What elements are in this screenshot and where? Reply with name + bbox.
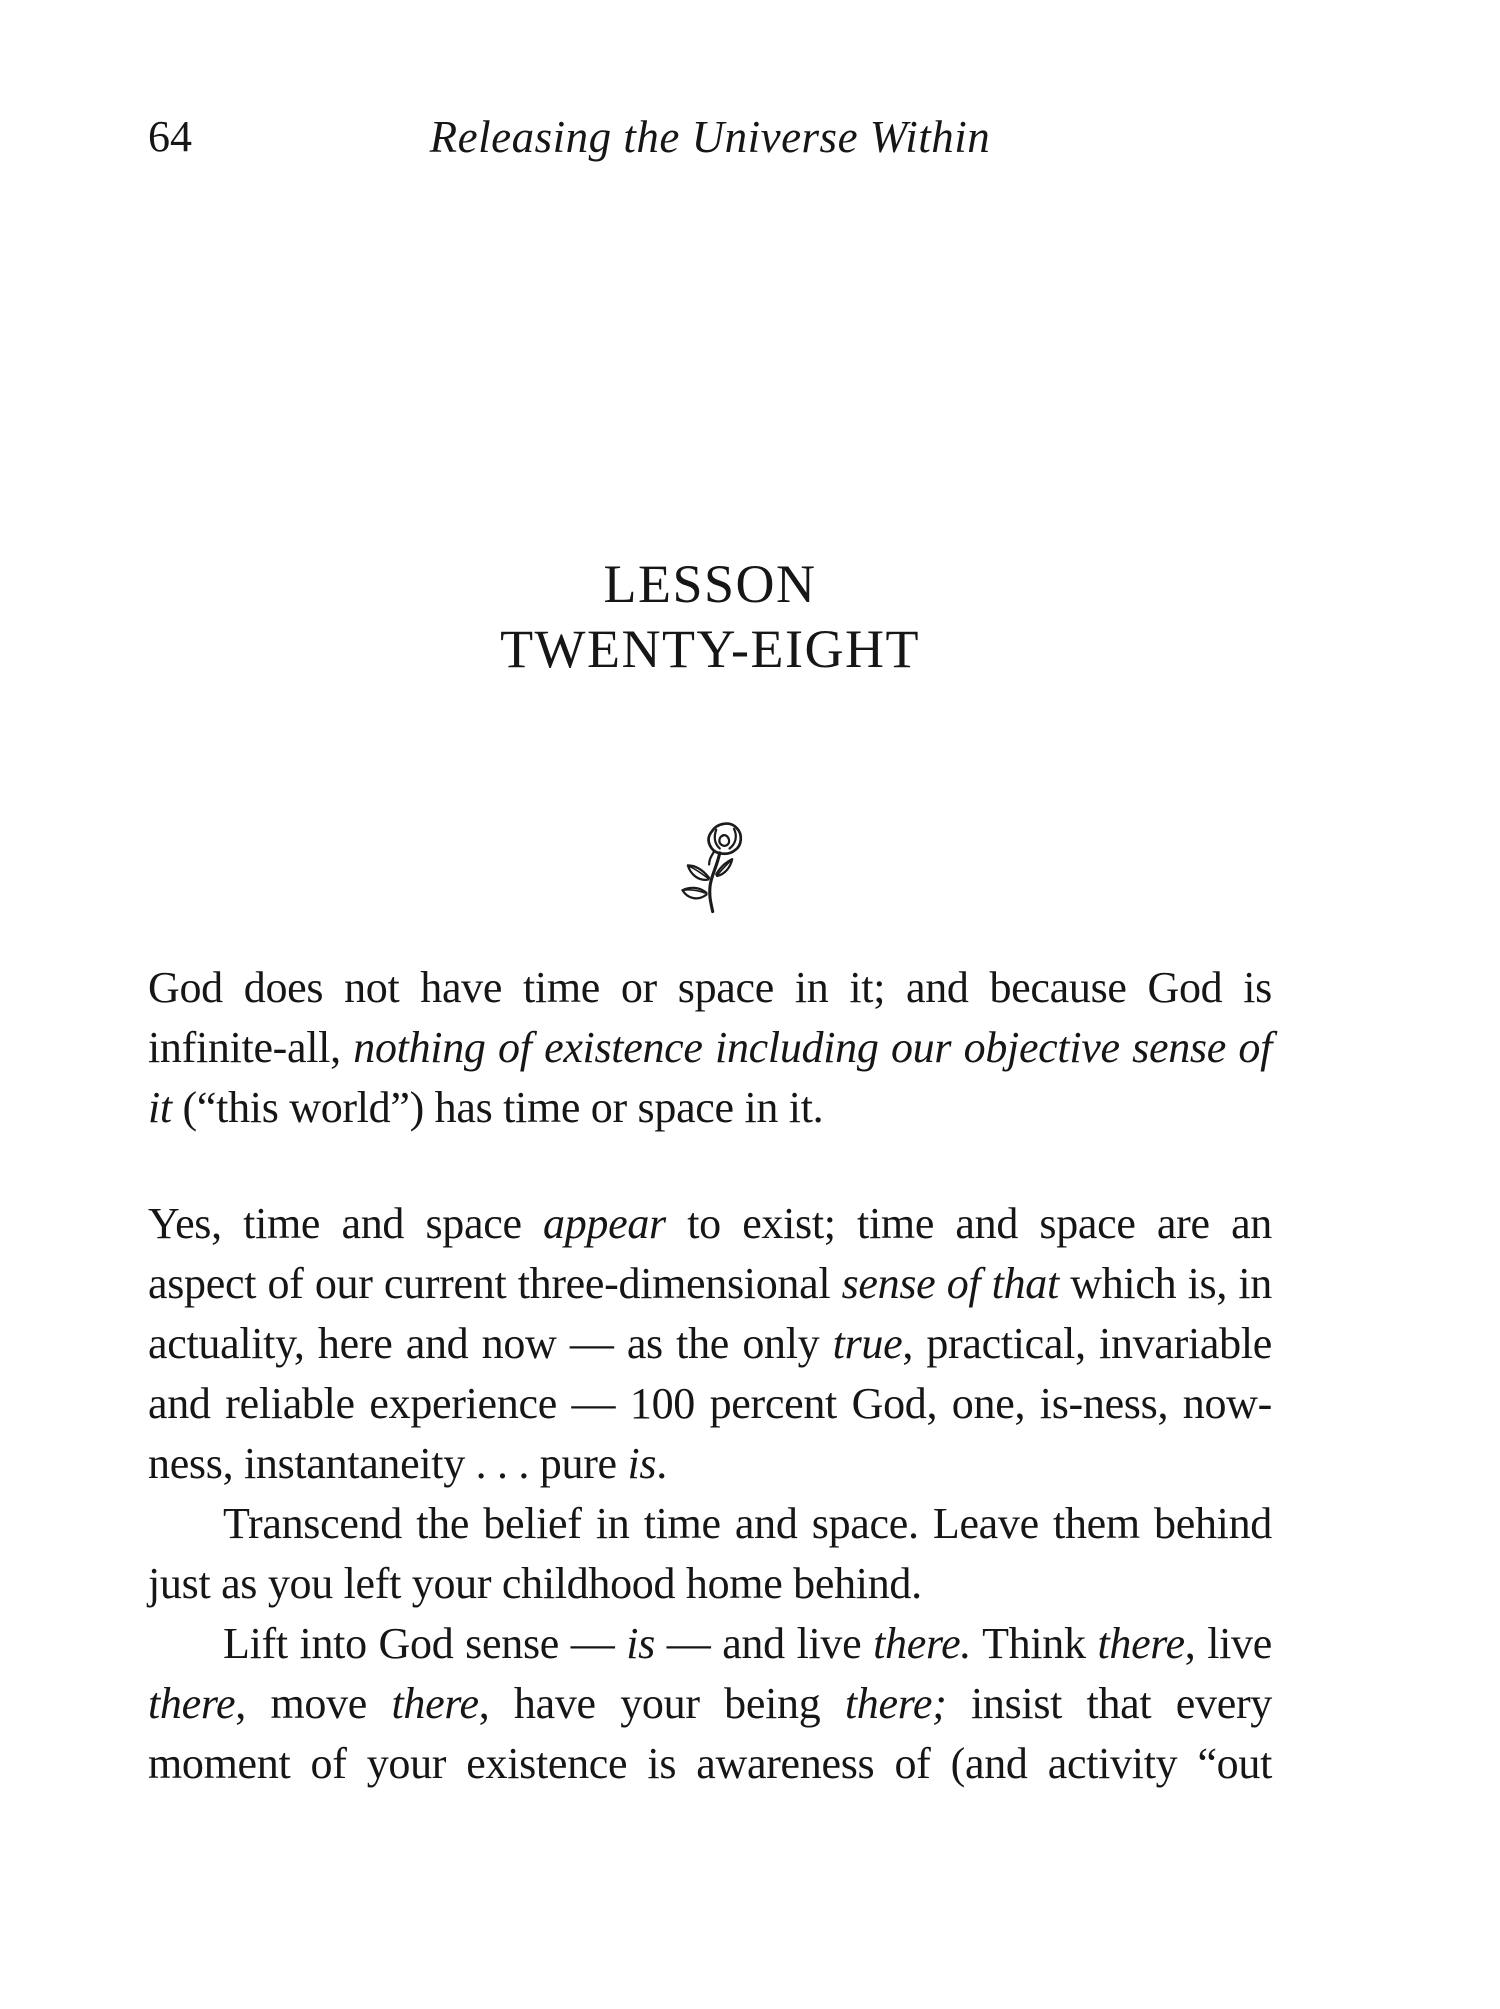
text-run: , have your being [478, 1679, 845, 1728]
ornament-container [148, 818, 1272, 923]
text-run: , practical, invariable and reliable experience — 100 percent God, one, is-ness, now-ness, instantaneity . . . pure [148, 1319, 1272, 1488]
text-run: Transcend the belief in time and space. Leave them behind just as you left your childhood home behind. [148, 1499, 1272, 1608]
chapter-heading [148, 552, 1272, 682]
italic-run: there; [844, 1679, 947, 1728]
chapter-heading-line2: TWENTY-EIGHT [500, 619, 920, 679]
text-run: insist that every moment of your existence is awareness of (and activity “out [148, 1679, 1272, 1788]
italic-run: there [391, 1679, 479, 1728]
body-text [148, 958, 1272, 1794]
italic-run: is [627, 1439, 657, 1488]
text-run: , live [1184, 1619, 1272, 1668]
page-number: 64 [148, 112, 192, 161]
body-paragraph [148, 958, 1272, 1138]
running-header [148, 112, 1272, 164]
italic-run: appear [543, 1199, 666, 1248]
text-run: Yes, time and space [148, 1199, 544, 1248]
text-run: — and live [654, 1619, 874, 1668]
running-title: Releasing the Universe Within [429, 112, 991, 162]
body-paragraph [148, 1614, 1272, 1794]
text-run: Lift into God sense — [223, 1619, 627, 1668]
rose-ornament-icon [670, 905, 750, 922]
text-run: , move [235, 1679, 392, 1728]
italic-run: nothing of existence including our objective sense of it [148, 1023, 1273, 1132]
italic-run: there [1097, 1619, 1185, 1668]
chapter-heading-line1: LESSON [603, 554, 817, 614]
italic-run: there [148, 1679, 236, 1728]
italic-run: is [626, 1619, 655, 1668]
italic-run: sense of that [841, 1259, 1059, 1308]
text-run: which is, in actuality, here and now — as the only [148, 1259, 1273, 1368]
body-paragraph [148, 1494, 1272, 1614]
text-run: to exist; time and space are an aspect of our current three-dimensional [148, 1199, 1272, 1308]
italic-run: true [832, 1319, 903, 1368]
text-run: God does not have time or space in it; and because God is infinite-all, [148, 963, 1272, 1072]
body-paragraph [148, 1194, 1272, 1494]
text-run: (“this world”) has time or space in it. [171, 1083, 824, 1132]
italic-run: there. [873, 1619, 972, 1668]
text-run: Think [971, 1619, 1098, 1668]
text-run: . [656, 1439, 667, 1488]
